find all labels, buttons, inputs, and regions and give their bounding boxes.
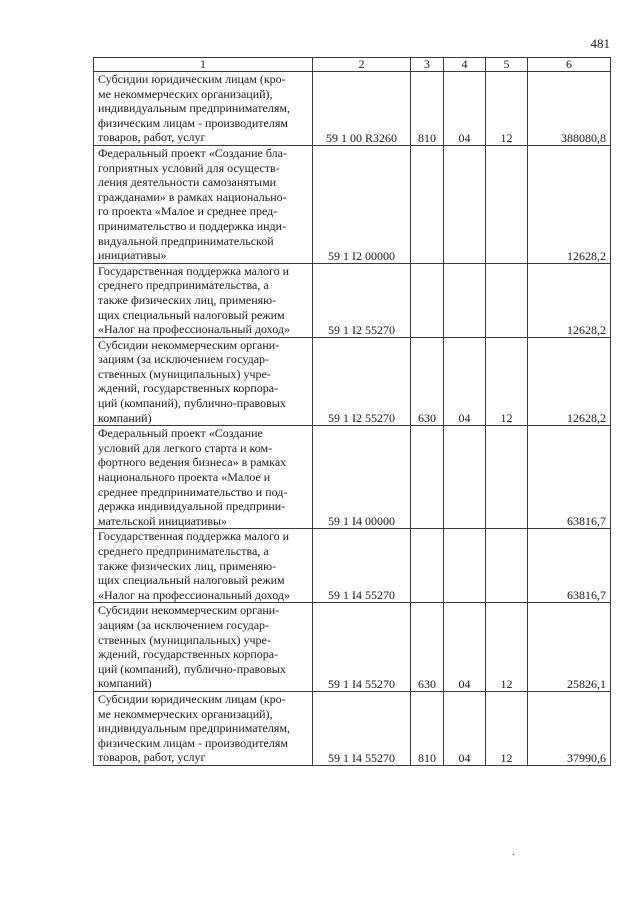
row-amount-cell: 12628,2 xyxy=(528,145,611,263)
row-amount-cell: 388080,8 xyxy=(528,72,611,146)
row-subsection-cell xyxy=(486,426,528,529)
row-type-cell xyxy=(411,426,444,529)
row-section-cell xyxy=(444,426,486,529)
header-cell-subsection: 5 xyxy=(486,58,528,72)
row-subsection-cell xyxy=(486,529,528,603)
row-name-cell: Субсидии юридическим лицам (кро- ме некоммерческих организаций), индивидуальным предпринимателям, физическим лицам - производителям товаров, работ, услуг xyxy=(94,691,313,765)
row-subsection-cell: 12 xyxy=(486,337,528,426)
header-cell-code: 2 xyxy=(313,58,411,72)
row-section-cell xyxy=(444,529,486,603)
row-type-cell xyxy=(411,145,444,263)
row-subsection-cell: 12 xyxy=(486,72,528,146)
row-name-cell: Федеральный проект «Создание бла- гоприятных условий для осуществ- ления деятельности самозанятыми гражданами» в рамках национально- го проекта «Малое и среднее пред- принимательство и поддержка инди- видуальной предпринимательской инициативы» xyxy=(94,145,313,263)
row-section-cell: 04 xyxy=(444,691,486,765)
row-section-cell: 04 xyxy=(444,337,486,426)
row-type-cell: 630 xyxy=(411,337,444,426)
row-code-cell: 59 1 I4 55270 xyxy=(313,603,411,692)
row-code-cell: 59 1 I4 00000 xyxy=(313,426,411,529)
row-subsection-cell xyxy=(486,145,528,263)
row-amount-cell: 12628,2 xyxy=(528,337,611,426)
row-type-cell: 630 xyxy=(411,603,444,692)
row-subsection-cell: 12 xyxy=(486,603,528,692)
table-row xyxy=(94,603,611,692)
row-code-cell: 59 1 I4 55270 xyxy=(313,529,411,603)
budget-table xyxy=(93,57,611,766)
table-row xyxy=(94,337,611,426)
header-cell-amount: 6 xyxy=(528,58,611,72)
row-code-cell: 59 1 I2 55270 xyxy=(313,263,411,337)
row-name-cell: Субсидии некоммерческим органи- зациям (за исключением государ- ственных (муниципальных) учре- ждений, государственных корпора- ций (компаний), публично-правовых компаний) xyxy=(94,337,313,426)
row-subsection-cell: 12 xyxy=(486,691,528,765)
row-type-cell: 810 xyxy=(411,691,444,765)
table-row xyxy=(94,691,611,765)
row-name-cell: Государственная поддержка малого и среднего предпринимательства, а также физических лиц, применяю- щих специальный налоговый режим «Налог на профессиональный доход» xyxy=(94,529,313,603)
row-section-cell: 04 xyxy=(444,72,486,146)
row-code-cell: 59 1 I2 55270 xyxy=(313,337,411,426)
row-name-cell: Федеральный проект «Создание условий для легкого старта и ком- фортного ведения бизнеса» в рамках национального проекта «Малое и среднее предпринимательство и под- держка индивидуальной предприни- мательской инициативы» xyxy=(94,426,313,529)
row-section-cell: 04 xyxy=(444,603,486,692)
row-amount-cell: 25826,1 xyxy=(528,603,611,692)
row-type-cell xyxy=(411,263,444,337)
header-cell-section: 4 xyxy=(444,58,486,72)
row-section-cell xyxy=(444,263,486,337)
table-row xyxy=(94,529,611,603)
row-type-cell: 810 xyxy=(411,72,444,146)
table-row xyxy=(94,263,611,337)
table-row xyxy=(94,72,611,146)
row-name-cell: Субсидии некоммерческим органи- зациям (за исключением государ- ственных (муниципальных) учре- ждений, государственных корпора- ций (компаний), публично-правовых компаний) xyxy=(94,603,313,692)
table-row xyxy=(94,145,611,263)
row-amount-cell: 63816,7 xyxy=(528,529,611,603)
table-row xyxy=(94,426,611,529)
row-amount-cell: 37990,6 xyxy=(528,691,611,765)
row-type-cell xyxy=(411,529,444,603)
row-section-cell xyxy=(444,145,486,263)
row-subsection-cell xyxy=(486,263,528,337)
row-name-cell: Субсидии юридическим лицам (кро- ме некоммерческих организаций), индивидуальным предпринимателям, физическим лицам - производителям товаров, работ, услуг xyxy=(94,72,313,146)
scan-speck: . xyxy=(512,844,515,858)
table-body xyxy=(94,58,611,766)
header-cell-type: 3 xyxy=(411,58,444,72)
row-name-cell: Государственная поддержка малого и среднего предпринимательства, а также физических лиц, применяю- щих специальный налоговый режим «Налог на профессиональный доход» xyxy=(94,263,313,337)
row-code-cell: 59 1 I2 00000 xyxy=(313,145,411,263)
page-number: 481 xyxy=(590,36,610,51)
row-amount-cell: 63816,7 xyxy=(528,426,611,529)
table-header-row xyxy=(94,58,611,72)
header-cell-name: 1 xyxy=(94,58,313,72)
row-code-cell: 59 1 I4 55270 xyxy=(313,691,411,765)
row-amount-cell: 12628,2 xyxy=(528,263,611,337)
row-code-cell: 59 1 00 R3260 xyxy=(313,72,411,146)
